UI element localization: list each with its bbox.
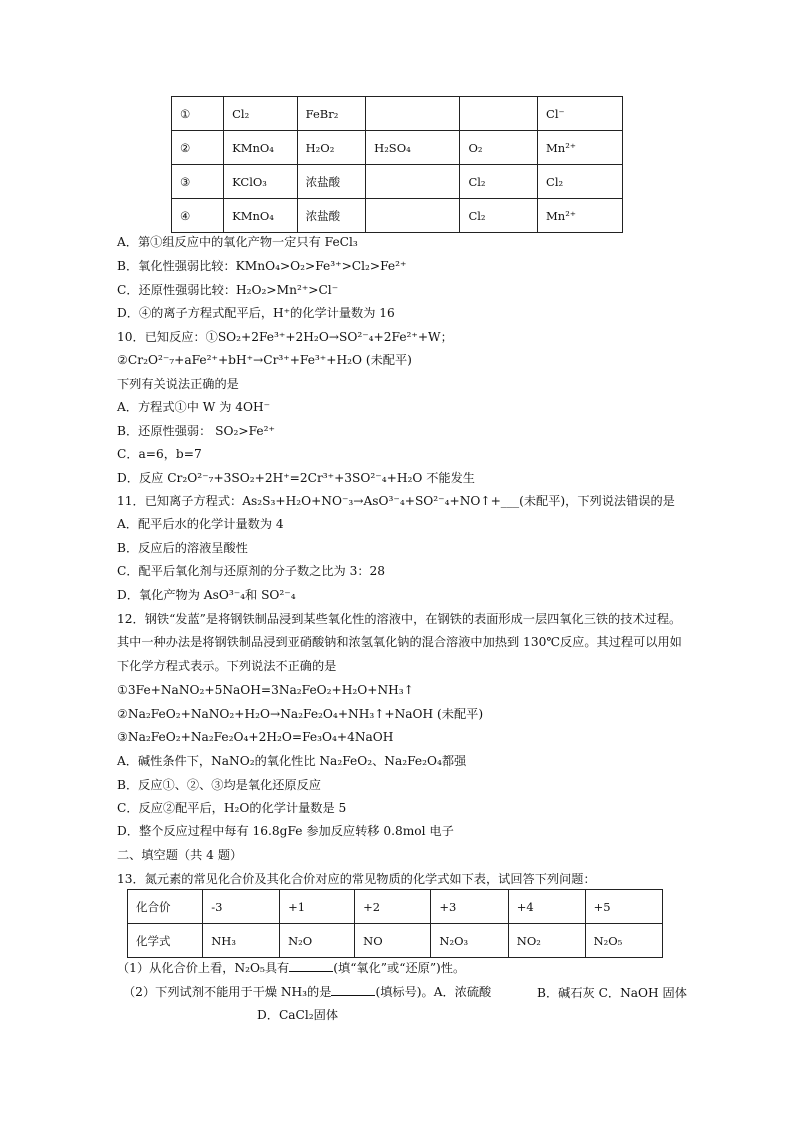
text-line: 13．氮元素的常见化合价及其化合价对应的常见物质的化学式如下表，试回答下列问题： [117, 872, 596, 886]
table-cell: 浓盐酸 [297, 199, 366, 233]
q13-part2-suffix: (填标号)。A．浓硫酸 [375, 985, 492, 999]
table-cell: O₂ [460, 131, 538, 165]
text-line: A．碱性条件下，NaNO₂的氧化性比 Na₂FeO₂、Na₂Fe₂O₄都强 [117, 754, 467, 768]
valence-table [127, 889, 663, 958]
text-line: ①3Fe+NaNO₂+5NaOH=3Na₂FeO₂+H₂O+NH₃↑ [117, 683, 414, 697]
table-row [172, 97, 623, 131]
table-cell: 浓盐酸 [297, 165, 366, 199]
table-cell: +1 [280, 890, 355, 924]
table-cell: ④ [172, 199, 224, 233]
text-line: A．方程式①中 W 为 4OH⁻ [117, 400, 271, 414]
table-cell: KClO₃ [224, 165, 298, 199]
table-cell: NO [355, 924, 431, 958]
table-cell: +5 [585, 890, 662, 924]
text-line: D．④的离子方程式配平后，H⁺的化学计量数为 16 [117, 306, 395, 320]
text-line: 11．已知离子方程式：As₂S₃+H₂O+NO⁻₃→AsO³⁻₄+SO²⁻₄+NO↑+___(未配平)，下列说法错误的是 [117, 494, 675, 508]
table-cell: N₂O₅ [585, 924, 662, 958]
table-cell: +2 [355, 890, 431, 924]
text-line: B．反应①、②、③均是氧化还原反应 [117, 778, 321, 792]
text-line: A．配平后水的化学计量数为 4 [117, 517, 284, 531]
text-line: 12．钢铁“发蓝”是将钢铁制品浸到某些氧化性的溶液中，在钢铁的表面形成一层四氧化三铁的技术过程。 [117, 612, 682, 626]
table-row [172, 199, 623, 233]
table-row [172, 165, 623, 199]
table-cell: ③ [172, 165, 224, 199]
table-cell: KMnO₄ [224, 131, 298, 165]
table-cell: ① [172, 97, 224, 131]
table-cell: NO₂ [508, 924, 585, 958]
text-line: 下列有关说法正确的是 [117, 377, 239, 391]
text-line: 其中一种办法是将钢铁制品浸到亚硝酸钠和浓氢氧化钠的混合溶液中加热到 130℃反应。其过程可以用如 [117, 635, 682, 649]
table-cell [460, 97, 538, 131]
text-line: D．氧化产物为 AsO³⁻₄和 SO²⁻₄ [117, 588, 296, 602]
table-cell: 化学式 [128, 924, 203, 958]
text-line: A．第①组反应中的氧化产物一定只有 FeCl₃ [117, 235, 358, 249]
text-line: C．a=6，b=7 [117, 447, 202, 461]
table-cell: N₂O [280, 924, 355, 958]
table-cell: +4 [508, 890, 585, 924]
text-line: C．配平后氧化剂与还原剂的分子数之比为 3：28 [117, 564, 386, 578]
text-line: 二、填空题（共 4 题） [117, 848, 243, 862]
q13-option-d: D．CaCl₂固体 [257, 1008, 339, 1022]
table-cell: Cl₂ [538, 165, 623, 199]
text-line: C．还原性强弱比较：H₂O₂>Mn²⁺>Cl⁻ [117, 283, 339, 297]
q13-part2-text: （2）下列试剂不能用于干燥 NH₃的是 [123, 985, 332, 999]
table-cell: Mn²⁺ [538, 131, 623, 165]
answer-blank[interactable] [331, 985, 375, 996]
table-cell: H₂SO₄ [366, 131, 460, 165]
text-line: C．反应②配平后，H₂O的化学计量数是 5 [117, 801, 347, 815]
table-cell: +3 [431, 890, 508, 924]
table-row [172, 131, 623, 165]
q13-part1 [117, 960, 465, 976]
text-line: D．整个反应过程中每有 16.8gFe 参加反应转移 0.8mol 电子 [117, 824, 454, 838]
text-line: B．还原性强弱： SO₂>Fe²⁺ [117, 424, 275, 438]
table-cell: ② [172, 131, 224, 165]
table-cell: KMnO₄ [224, 199, 298, 233]
table-cell: H₂O₂ [297, 131, 366, 165]
table-cell [366, 199, 460, 233]
text-line: ③Na₂FeO₂+Na₂Fe₂O₄+2H₂O=Fe₃O₄+4NaOH [117, 730, 394, 744]
table-cell: -3 [203, 890, 280, 924]
q13-part1-suffix: (填“氧化”或“还原”)性。 [333, 961, 466, 975]
text-line: B．反应后的溶液呈酸性 [117, 541, 248, 555]
table-row [128, 924, 663, 958]
table-cell: Cl₂ [460, 165, 538, 199]
table-cell: 化合价 [128, 890, 203, 924]
table-cell [366, 165, 460, 199]
text-line: ②Cr₂O²⁻₇+aFe²⁺+bH⁺→Cr³⁺+Fe³⁺+H₂O (未配平) [117, 353, 412, 367]
table-cell: Cl₂ [224, 97, 298, 131]
text-line: 下化学方程式表示。下列说法不正确的是 [117, 659, 337, 673]
text-line: B．氧化性强弱比较：KMnO₄>O₂>Fe³⁺>Cl₂>Fe²⁺ [117, 259, 407, 273]
q13-part2 [123, 984, 491, 1000]
q13-options-bc: B．碱石灰 C．NaOH 固体 [537, 986, 687, 1000]
table-cell: Mn²⁺ [538, 199, 623, 233]
q13-part1-text: （1）从化合价上看，N₂O₅具有 [117, 961, 290, 975]
text-line: D．反应 Cr₂O²⁻₇+3SO₂+2H⁺=2Cr³⁺+3SO²⁻₄+H₂O 不能发生 [117, 471, 475, 485]
answer-blank[interactable] [289, 961, 333, 972]
table-row [128, 890, 663, 924]
table-cell: NH₃ [203, 924, 280, 958]
text-line: 10．已知反应：①SO₂+2Fe³⁺+2H₂O→SO²⁻₄+2Fe²⁺+W； [117, 330, 453, 344]
table-cell: FeBr₂ [297, 97, 366, 131]
table-cell: Cl₂ [460, 199, 538, 233]
text-line: ②Na₂FeO₂+NaNO₂+H₂O→Na₂Fe₂O₄+NH₃↑+NaOH (未配平) [117, 707, 484, 721]
table-cell: N₂O₃ [431, 924, 508, 958]
table-cell [366, 97, 460, 131]
oxidation-table [171, 96, 623, 233]
table-cell: Cl⁻ [538, 97, 623, 131]
